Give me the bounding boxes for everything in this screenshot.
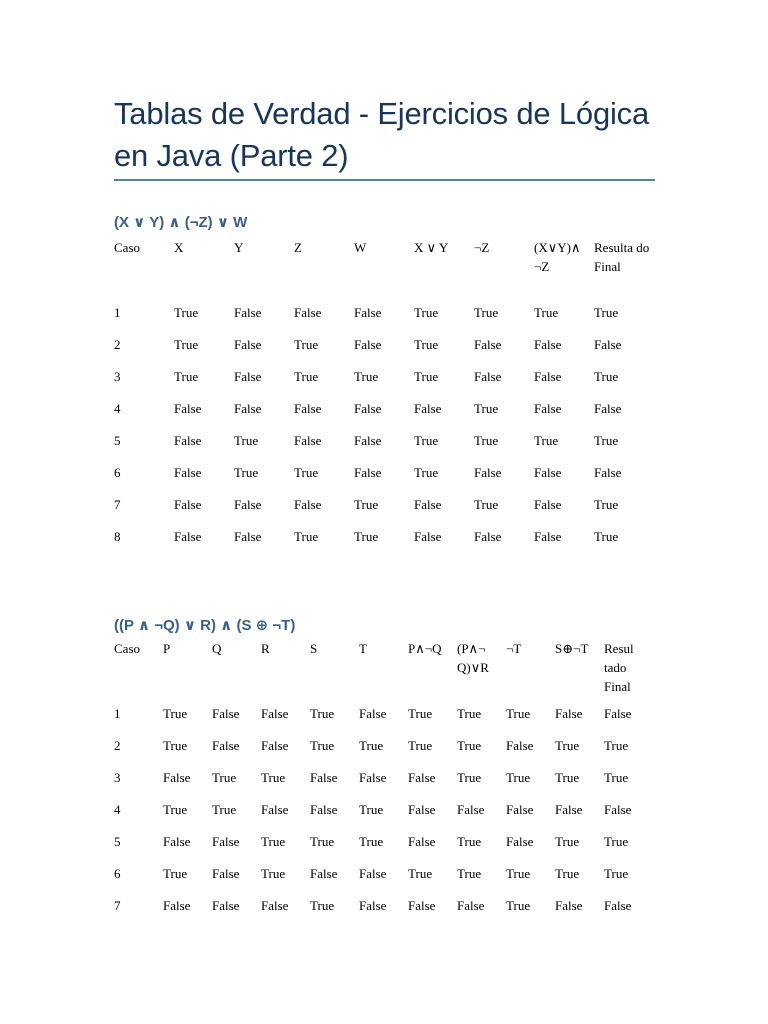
table-cell: False [261, 706, 289, 721]
table-cell: False [414, 497, 442, 512]
table-cell: False [354, 465, 382, 480]
table-cell: True [212, 802, 237, 817]
table-cell: False [506, 834, 534, 849]
table-cell: False [163, 770, 191, 785]
table-cell: True [294, 529, 319, 544]
table-cell: False [294, 433, 322, 448]
table-cell: True [414, 433, 439, 448]
table-cell: False [261, 898, 289, 913]
table-cell: True [359, 834, 384, 849]
table-cell: False [359, 866, 387, 881]
table1-header-cell: X [174, 240, 184, 255]
table-cell: True [163, 802, 188, 817]
table-cell: False [594, 401, 622, 416]
table-cell: False [234, 401, 262, 416]
table-cell: False [506, 738, 534, 753]
table-cell: True [457, 706, 482, 721]
table2-header-cell: R [261, 641, 270, 656]
table-cell: False [163, 834, 191, 849]
table-cell: False [310, 866, 338, 881]
table-cell: True [414, 465, 439, 480]
table-cell: False [261, 802, 289, 817]
table-cell: 7 [114, 497, 121, 512]
table-cell: False [354, 401, 382, 416]
table-cell: True [212, 770, 237, 785]
truth-table-2 [114, 639, 654, 928]
table2-header-cell: T [359, 641, 367, 656]
table-cell: True [310, 898, 335, 913]
table-cell: False [294, 305, 322, 320]
table-cell: True [359, 802, 384, 817]
table-cell: False [212, 898, 240, 913]
table-cell: True [408, 866, 433, 881]
table-cell: True [414, 369, 439, 384]
table-cell: True [506, 706, 531, 721]
table-cell: True [261, 770, 286, 785]
table-row [114, 495, 654, 527]
table-cell: True [534, 305, 559, 320]
table-cell: False [457, 898, 485, 913]
table1-header-cell: Resulta do Final [594, 240, 650, 274]
table-cell: True [261, 866, 286, 881]
table-cell: True [534, 433, 559, 448]
table-row [114, 367, 654, 399]
table-cell: False [261, 738, 289, 753]
table-cell: False [310, 770, 338, 785]
table-cell: False [212, 738, 240, 753]
table-cell: True [594, 433, 619, 448]
table-cell: True [594, 305, 619, 320]
table-cell: True [604, 770, 629, 785]
table-cell: True [294, 465, 319, 480]
table-row [114, 303, 654, 335]
table1-header-cell: Y [234, 240, 244, 255]
table-cell: True [163, 866, 188, 881]
table-row [114, 896, 654, 928]
table-cell: False [163, 898, 191, 913]
table-cell: True [506, 770, 531, 785]
table-cell: 2 [114, 738, 121, 753]
table-cell: True [604, 834, 629, 849]
table-cell: False [212, 866, 240, 881]
table2-header-cell: S [310, 641, 318, 656]
table-cell: False [534, 337, 562, 352]
table-cell: True [414, 305, 439, 320]
table-row [114, 463, 654, 495]
table-cell: True [294, 369, 319, 384]
table-cell: True [310, 738, 335, 753]
table1-header-cell: Caso [114, 240, 140, 255]
table-cell: False [604, 898, 632, 913]
table-cell: 6 [114, 465, 121, 480]
table1-header-cell: Z [294, 240, 302, 255]
table1-header-cell: (X∨Y)∧ ¬Z [534, 240, 581, 274]
table1-header-cell: W [354, 240, 367, 255]
table-cell: False [506, 802, 534, 817]
table-cell: True [354, 529, 379, 544]
table-cell: True [594, 497, 619, 512]
section1-heading: (X ∨ Y) ∧ (¬Z) ∨ W [114, 214, 248, 231]
table-cell: False [174, 529, 202, 544]
table-cell: True [555, 834, 580, 849]
table-row [114, 768, 654, 800]
table-cell: False [294, 497, 322, 512]
table2-header-cell: Caso [114, 641, 140, 656]
table-cell: False [174, 497, 202, 512]
table-cell: False [408, 802, 436, 817]
table-row [114, 832, 654, 864]
table-cell: True [474, 401, 499, 416]
table-cell: False [294, 401, 322, 416]
table-cell: True [174, 305, 199, 320]
table-cell: False [534, 497, 562, 512]
table-cell: False [555, 802, 583, 817]
table2-header-cell: S⊕¬T [555, 641, 589, 656]
table-cell: True [506, 866, 531, 881]
section2-heading: ((P ∧ ¬Q) ∨ R) ∧ (S ⊕ ¬T) [114, 617, 296, 634]
table-cell: True [506, 898, 531, 913]
table-cell: False [354, 337, 382, 352]
table-cell: False [234, 497, 262, 512]
table-cell: True [474, 305, 499, 320]
table-cell: False [555, 898, 583, 913]
table-cell: True [163, 706, 188, 721]
table-cell: 4 [114, 802, 121, 817]
table-cell: False [354, 433, 382, 448]
table1-header-row [114, 238, 654, 303]
table2-header-cell: (P∧¬ Q)∨R [457, 641, 489, 675]
table-cell: True [174, 337, 199, 352]
table-cell: True [310, 834, 335, 849]
table-row [114, 800, 654, 832]
table-cell: False [212, 834, 240, 849]
table-cell: False [234, 529, 262, 544]
table-row [114, 864, 654, 896]
table-cell: False [174, 401, 202, 416]
table-cell: False [594, 465, 622, 480]
table-cell: True [474, 433, 499, 448]
table-cell: False [534, 369, 562, 384]
table-cell: False [414, 401, 442, 416]
table-cell: False [474, 369, 502, 384]
table-cell: True [163, 738, 188, 753]
table-cell: 6 [114, 866, 121, 881]
table-cell: True [294, 337, 319, 352]
table-row [114, 527, 654, 559]
table-cell: False [354, 305, 382, 320]
table-cell: False [212, 706, 240, 721]
table-cell: True [359, 738, 384, 753]
table-cell: False [604, 802, 632, 817]
page-title: Tablas de Verdad - Ejercicios de Lógica en Java (Parte 2) [114, 96, 650, 173]
table-cell: False [359, 770, 387, 785]
table-cell: True [555, 770, 580, 785]
table-cell: True [457, 866, 482, 881]
table-cell: 1 [114, 706, 121, 721]
table-cell: False [604, 706, 632, 721]
table-cell: False [408, 834, 436, 849]
table-cell: True [408, 738, 433, 753]
table-cell: 2 [114, 337, 121, 352]
table-cell: False [534, 529, 562, 544]
table-cell: False [359, 898, 387, 913]
table-cell: False [408, 770, 436, 785]
table-row [114, 704, 654, 736]
table-cell: False [594, 337, 622, 352]
table2-header-row [114, 639, 654, 704]
table2-header-cell: P [163, 641, 171, 656]
table2-header-cell: Resul tado Final [604, 641, 634, 694]
table-cell: True [474, 497, 499, 512]
table-cell: False [174, 465, 202, 480]
table-cell: False [474, 337, 502, 352]
table-cell: True [604, 866, 629, 881]
table-cell: True [594, 369, 619, 384]
table-cell: False [474, 465, 502, 480]
table-cell: True [354, 369, 379, 384]
table-cell: True [234, 465, 259, 480]
table-row [114, 399, 654, 431]
table-cell: 5 [114, 834, 121, 849]
table-row [114, 335, 654, 367]
table-cell: True [310, 706, 335, 721]
table-cell: True [234, 433, 259, 448]
table-cell: 3 [114, 369, 121, 384]
title-underline [114, 179, 655, 181]
table-cell: False [359, 706, 387, 721]
table1-header-cell: ¬Z [474, 240, 490, 255]
table-cell: False [408, 898, 436, 913]
table-cell: 4 [114, 401, 121, 416]
table-row [114, 431, 654, 463]
table-cell: False [234, 369, 262, 384]
table-cell: True [457, 834, 482, 849]
truth-table-1 [114, 238, 654, 559]
table-cell: True [555, 866, 580, 881]
table1-header-cell: X ∨ Y [414, 240, 449, 255]
table-cell: True [354, 497, 379, 512]
table-cell: False [234, 337, 262, 352]
table-cell: True [604, 738, 629, 753]
table-cell: 3 [114, 770, 121, 785]
table-cell: False [414, 529, 442, 544]
table-cell: True [414, 337, 439, 352]
table-cell: False [310, 802, 338, 817]
table-cell: False [534, 465, 562, 480]
table2-header-cell: ¬T [506, 641, 522, 656]
table-cell: True [457, 770, 482, 785]
table-cell: True [594, 529, 619, 544]
table-cell: 5 [114, 433, 121, 448]
table-cell: False [534, 401, 562, 416]
table-cell: True [261, 834, 286, 849]
table-cell: True [555, 738, 580, 753]
table2-header-cell: P∧¬Q [408, 641, 442, 656]
table-cell: False [474, 529, 502, 544]
table-cell: False [174, 433, 202, 448]
table-cell: True [174, 369, 199, 384]
table-row [114, 736, 654, 768]
table-cell: False [457, 802, 485, 817]
table-cell: 1 [114, 305, 121, 320]
table-cell: False [555, 706, 583, 721]
table2-header-cell: Q [212, 641, 222, 656]
table-cell: True [408, 706, 433, 721]
table-cell: 8 [114, 529, 121, 544]
table-cell: False [234, 305, 262, 320]
table-cell: 7 [114, 898, 121, 913]
table-cell: True [457, 738, 482, 753]
